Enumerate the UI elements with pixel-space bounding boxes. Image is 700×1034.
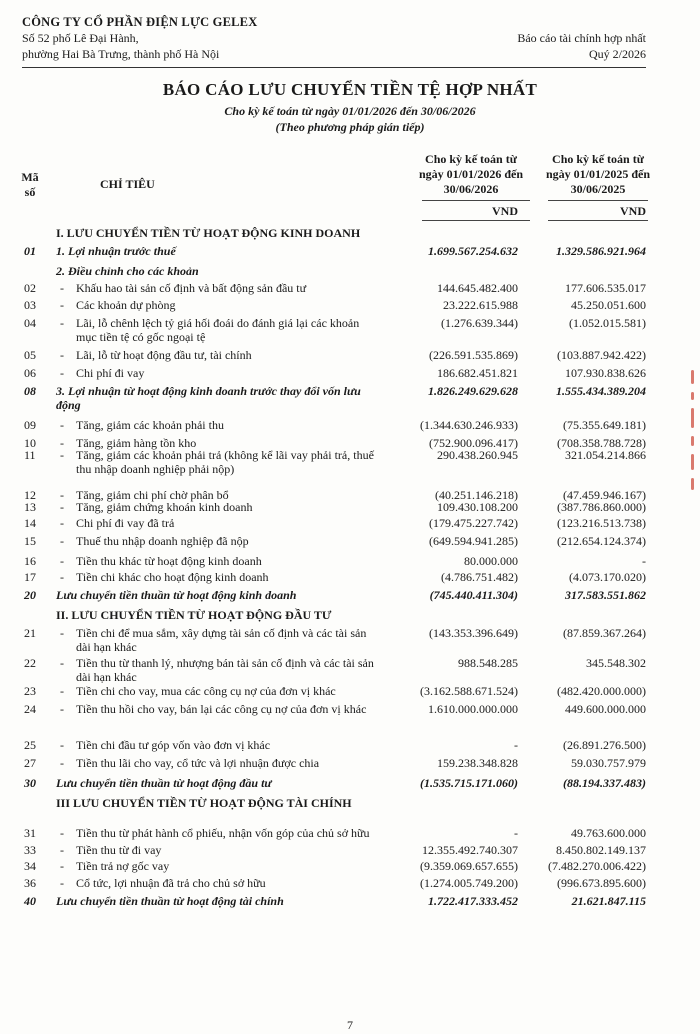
row-value-current: 186.682.451.821 bbox=[437, 366, 518, 380]
row-label: 3. Lợi nhuận từ hoạt động kinh doanh trước thay đổi vốn lưu động bbox=[56, 384, 361, 412]
row-code: 30 bbox=[24, 776, 36, 790]
row-label: Lưu chuyển tiền thuần từ hoạt động tài chính bbox=[56, 894, 284, 908]
row-bullet-dash: - bbox=[60, 876, 64, 890]
row-bullet-dash: - bbox=[60, 756, 64, 770]
row-label: Lưu chuyển tiền thuần từ hoạt động kinh doanh bbox=[56, 588, 297, 602]
row-code: 06 bbox=[24, 366, 36, 380]
column-current-rule bbox=[422, 200, 530, 201]
margin-stamp-marks bbox=[684, 370, 700, 498]
row-bullet-dash: - bbox=[60, 859, 64, 873]
row-value-prior: 21.621.847.115 bbox=[571, 894, 646, 908]
row-bullet-dash: - bbox=[60, 516, 64, 530]
row-bullet-dash: - bbox=[60, 554, 64, 568]
row-label: Tăng, giảm các khoản phải trả (không kể lãi vay phải trả, thuế thu nhập doanh nghiệp phải nộp) bbox=[76, 448, 374, 476]
row-code: 27 bbox=[24, 756, 36, 770]
row-label: Lãi, lỗ chênh lệch tỷ giá hối đoái do đánh giá lại các khoản mục tiền tệ có gốc ngoại tệ bbox=[76, 316, 360, 344]
row-code: 20 bbox=[24, 588, 36, 602]
column-item: CHỈ TIÊU bbox=[100, 177, 155, 191]
report-period: Quý 2/2026 bbox=[589, 47, 646, 61]
row-label: I. LƯU CHUYỂN TIỀN TỪ HOẠT ĐỘNG KINH DOANH bbox=[56, 226, 361, 240]
company-name: CÔNG TY CỔ PHẦN ĐIỆN LỰC GELEX bbox=[22, 15, 258, 29]
row-value-prior: (1.052.015.581) bbox=[569, 316, 646, 330]
row-code: 36 bbox=[24, 876, 36, 890]
page-title: BÁO CÁO LƯU CHUYỂN TIỀN TỆ HỢP NHẤT bbox=[162, 80, 538, 99]
row-value-current: 23.222.615.988 bbox=[443, 298, 518, 312]
row-value-current: (752.900.096.417) bbox=[429, 436, 518, 450]
row-value-prior: 321.054.214.866 bbox=[565, 448, 646, 462]
row-value-prior: (4.073.170.020) bbox=[569, 570, 646, 584]
row-code: 16 bbox=[24, 554, 36, 568]
address-line-1: Số 52 phố Lê Đại Hành, bbox=[22, 31, 139, 45]
row-code: 31 bbox=[24, 826, 36, 840]
row-label: Lãi, lỗ từ hoạt động đầu tư, tài chính bbox=[76, 348, 252, 362]
row-value-prior: 8.450.802.149.137 bbox=[556, 843, 646, 857]
row-label: Tiền thu khác từ hoạt động kinh doanh bbox=[76, 554, 262, 568]
row-value-current: 290.438.260.945 bbox=[437, 448, 518, 462]
unit-prior-rule bbox=[548, 220, 648, 221]
subtitle-method: (Theo phương pháp gián tiếp) bbox=[275, 120, 425, 134]
row-label: Cổ tức, lợi nhuận đã trả cho chủ sở hữu bbox=[76, 876, 266, 890]
row-bullet-dash: - bbox=[60, 436, 64, 450]
row-code: 10 bbox=[24, 436, 36, 450]
row-code: 15 bbox=[24, 534, 36, 548]
row-value-current: (226.591.535.869) bbox=[429, 348, 518, 362]
row-code: 21 bbox=[24, 626, 36, 640]
row-label: Tiền thu từ thanh lý, nhượng bán tài sản cố định và các tài sản dài hạn khác bbox=[76, 656, 374, 684]
header-right bbox=[517, 30, 646, 62]
row-value-current: (179.475.227.742) bbox=[429, 516, 518, 530]
row-bullet-dash: - bbox=[60, 298, 64, 312]
row-value-prior: (708.358.788.728) bbox=[557, 436, 646, 450]
row-bullet-dash: - bbox=[60, 570, 64, 584]
row-bullet-dash: - bbox=[60, 738, 64, 752]
unit-prior: VND bbox=[620, 204, 646, 218]
row-code: 09 bbox=[24, 418, 36, 432]
row-bullet-dash: - bbox=[60, 418, 64, 432]
row-code: 23 bbox=[24, 684, 36, 698]
column-current-line3: 30/06/2026 bbox=[443, 182, 499, 196]
row-code: 40 bbox=[24, 894, 36, 908]
row-code: 05 bbox=[24, 348, 36, 362]
row-code: 11 bbox=[24, 448, 36, 462]
row-value-prior: (75.355.649.181) bbox=[563, 418, 646, 432]
header-left bbox=[22, 14, 257, 62]
row-value-current: 80.000.000 bbox=[464, 554, 518, 568]
row-label: Các khoản dự phòng bbox=[76, 298, 176, 312]
row-value-prior: (387.786.860.000) bbox=[557, 500, 646, 514]
row-value-prior: (103.887.942.422) bbox=[557, 348, 646, 362]
row-bullet-dash: - bbox=[60, 488, 64, 502]
column-prior-line1: Cho kỳ kế toán từ bbox=[552, 152, 644, 166]
row-label: Tiền thu từ phát hành cổ phiếu, nhận vốn góp của chủ sở hữu bbox=[76, 826, 370, 840]
row-bullet-dash: - bbox=[60, 500, 64, 514]
row-bullet-dash: - bbox=[60, 448, 64, 462]
row-code: 33 bbox=[24, 843, 36, 857]
column-prior-rule bbox=[548, 200, 648, 201]
row-value-prior: (26.891.276.500) bbox=[563, 738, 646, 752]
row-label: Tăng, giảm chứng khoán kinh doanh bbox=[76, 500, 253, 514]
row-bullet-dash: - bbox=[60, 843, 64, 857]
row-code: 14 bbox=[24, 516, 36, 530]
row-label: 1. Lợi nhuận trước thuế bbox=[56, 244, 176, 258]
row-bullet-dash: - bbox=[60, 702, 64, 716]
page-number: 7 bbox=[347, 1018, 353, 1032]
row-label: Tiền trả nợ gốc vay bbox=[76, 859, 170, 873]
row-value-current: - bbox=[514, 738, 518, 752]
row-label: Tiền thu từ đi vay bbox=[76, 843, 162, 857]
header-divider bbox=[22, 67, 646, 68]
row-bullet-dash: - bbox=[60, 348, 64, 362]
row-code: 22 bbox=[24, 656, 36, 670]
row-value-prior: 449.600.000.000 bbox=[565, 702, 646, 716]
row-bullet-dash: - bbox=[60, 366, 64, 380]
column-code-line2: số bbox=[24, 185, 36, 199]
row-value-prior: - bbox=[642, 554, 646, 568]
row-value-prior: (47.459.946.167) bbox=[563, 488, 646, 502]
row-value-current: 1.610.000.000.000 bbox=[428, 702, 518, 716]
row-value-current: (143.353.396.649) bbox=[429, 626, 518, 640]
row-label: Tiền chi để mua sắm, xây dựng tài sản cố định và các tài sản dài hạn khác bbox=[76, 626, 367, 654]
row-value-current: 1.722.417.333.452 bbox=[428, 894, 518, 908]
row-value-current: (4.786.751.482) bbox=[441, 570, 518, 584]
row-label: Tiền chi đầu tư góp vốn vào đơn vị khác bbox=[76, 738, 271, 752]
row-value-current: 12.355.492.740.307 bbox=[422, 843, 518, 857]
row-value-current: (1.276.639.344) bbox=[441, 316, 518, 330]
row-code: 01 bbox=[24, 244, 36, 258]
row-value-prior: (996.673.895.600) bbox=[557, 876, 646, 890]
row-value-current: (1.344.630.246.933) bbox=[420, 418, 518, 432]
column-current bbox=[412, 152, 530, 197]
row-label: Khấu hao tài sản cố định và bất động sản đầu tư bbox=[76, 281, 307, 295]
address-line-2: phường Hai Bà Trưng, thành phố Hà Nội bbox=[22, 47, 220, 61]
row-value-current: - bbox=[514, 826, 518, 840]
row-value-prior: (212.654.124.374) bbox=[557, 534, 646, 548]
row-label: II. LƯU CHUYỂN TIỀN TỪ HOẠT ĐỘNG ĐẦU TƯ bbox=[56, 608, 332, 622]
unit-current: VND bbox=[492, 204, 518, 218]
row-label: Tăng, giảm chi phí chờ phân bổ bbox=[76, 488, 229, 502]
subtitle-period: Cho kỳ kế toán từ ngày 01/01/2026 đến 30/06/2026 bbox=[224, 104, 476, 118]
row-value-prior: 177.606.535.017 bbox=[565, 281, 646, 295]
column-current-line1: Cho kỳ kế toán từ bbox=[425, 152, 517, 166]
row-value-prior: 345.548.302 bbox=[586, 656, 646, 670]
row-value-current: 109.430.108.200 bbox=[437, 500, 518, 514]
row-bullet-dash: - bbox=[60, 656, 64, 670]
column-prior-line2: ngày 01/01/2025 đến bbox=[545, 167, 650, 181]
row-label: Tiền chi khác cho hoạt động kinh doanh bbox=[76, 570, 269, 584]
row-value-prior: (123.216.513.738) bbox=[557, 516, 646, 530]
row-code: 25 bbox=[24, 738, 36, 752]
row-value-prior: (87.859.367.264) bbox=[563, 626, 646, 640]
row-value-current: 159.238.348.828 bbox=[437, 756, 518, 770]
row-label: III LƯU CHUYỂN TIỀN TỪ HOẠT ĐỘNG TÀI CHÍNH bbox=[56, 796, 352, 810]
row-code: 12 bbox=[24, 488, 36, 502]
row-bullet-dash: - bbox=[60, 316, 64, 330]
row-label: Tiền thu hồi cho vay, bán lại các công cụ nợ của đơn vị khác bbox=[76, 702, 367, 716]
row-code: 17 bbox=[24, 570, 36, 584]
row-value-current: (3.162.588.671.524) bbox=[420, 684, 518, 698]
row-code: 34 bbox=[24, 859, 36, 873]
row-value-prior: 1.555.434.389.204 bbox=[556, 384, 646, 398]
column-code-line1: Mã bbox=[21, 170, 39, 184]
row-code: 03 bbox=[24, 298, 36, 312]
row-value-prior: 317.583.551.862 bbox=[565, 588, 646, 602]
row-value-current: (649.594.941.285) bbox=[429, 534, 518, 548]
row-value-prior: (7.482.270.006.422) bbox=[548, 859, 646, 873]
row-value-prior: (482.420.000.000) bbox=[557, 684, 646, 698]
row-value-prior: 59.030.757.979 bbox=[571, 756, 646, 770]
row-value-prior: 107.930.838.626 bbox=[565, 366, 646, 380]
row-code: 02 bbox=[24, 281, 36, 295]
row-label: Tiền thu lãi cho vay, cổ tức và lợi nhuận được chia bbox=[76, 756, 320, 770]
column-current-line2: ngày 01/01/2026 đến bbox=[418, 167, 523, 181]
row-value-current: 1.699.567.254.632 bbox=[428, 244, 518, 258]
row-bullet-dash: - bbox=[60, 281, 64, 295]
row-value-current: (1.274.005.749.200) bbox=[420, 876, 518, 890]
row-label: Lưu chuyển tiền thuần từ hoạt động đầu tư bbox=[56, 776, 272, 790]
column-prior bbox=[538, 152, 658, 197]
column-prior-line3: 30/06/2025 bbox=[570, 182, 626, 196]
row-bullet-dash: - bbox=[60, 626, 64, 640]
row-bullet-dash: - bbox=[60, 534, 64, 548]
row-code: 04 bbox=[24, 316, 36, 330]
row-value-prior: (88.194.337.483) bbox=[563, 776, 646, 790]
row-value-current: 1.826.249.629.628 bbox=[428, 384, 518, 398]
report-type: Báo cáo tài chính hợp nhất bbox=[517, 31, 646, 45]
column-code bbox=[16, 170, 44, 200]
row-value-prior: 1.329.586.921.964 bbox=[556, 244, 646, 258]
row-bullet-dash: - bbox=[60, 684, 64, 698]
row-label: Tăng, giảm hàng tồn kho bbox=[76, 436, 197, 450]
row-value-prior: 49.763.600.000 bbox=[571, 826, 646, 840]
row-label: Tiền chi cho vay, mua các công cụ nợ của đơn vị khác bbox=[76, 684, 336, 698]
row-value-current: 988.548.285 bbox=[458, 656, 518, 670]
row-label: 2. Điều chỉnh cho các khoản bbox=[56, 264, 199, 278]
row-label: Tăng, giảm các khoản phải thu bbox=[76, 418, 224, 432]
row-label: Chi phí đi vay đã trả bbox=[76, 516, 175, 530]
unit-current-rule bbox=[422, 220, 530, 221]
row-value-current: (745.440.411.304) bbox=[429, 588, 518, 602]
row-value-current: 144.645.482.400 bbox=[437, 281, 518, 295]
row-code: 13 bbox=[24, 500, 36, 514]
row-value-current: (1.535.715.171.060) bbox=[420, 776, 518, 790]
row-code: 24 bbox=[24, 702, 36, 716]
row-bullet-dash: - bbox=[60, 826, 64, 840]
row-value-prior: 45.250.051.600 bbox=[571, 298, 646, 312]
row-label: Thuế thu nhập doanh nghiệp đã nộp bbox=[76, 534, 249, 548]
row-value-current: (9.359.069.657.655) bbox=[420, 859, 518, 873]
row-code: 08 bbox=[24, 384, 36, 398]
row-label: Chi phí đi vay bbox=[76, 366, 145, 380]
row-value-current: (40.251.146.218) bbox=[435, 488, 518, 502]
